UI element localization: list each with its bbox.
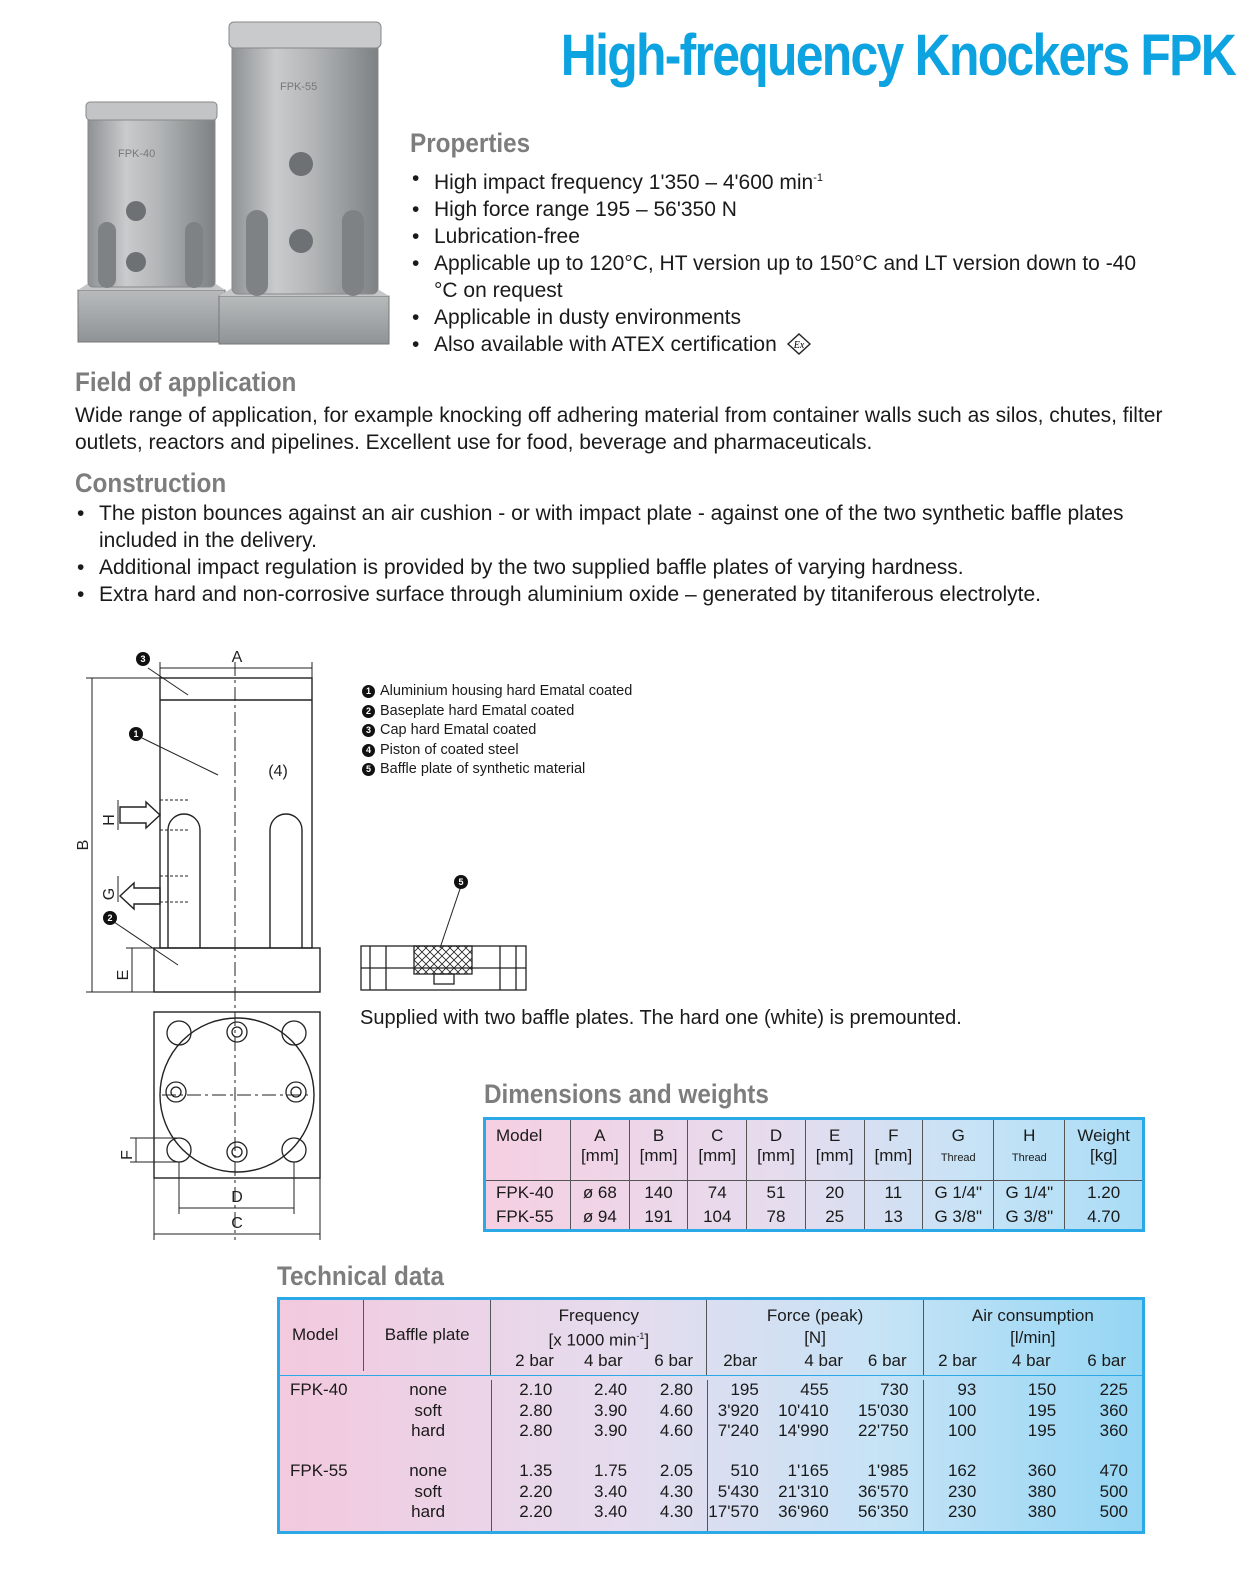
value-cell: 3'920 xyxy=(717,1400,759,1420)
baffle-cell: hard xyxy=(411,1502,446,1521)
value-cell: 4.60 xyxy=(659,1400,693,1420)
col-header: Model xyxy=(485,1119,571,1181)
value-cell: 2.80 xyxy=(519,1400,553,1420)
dimensions-table xyxy=(483,1117,1145,1232)
col-header: A [mm] xyxy=(571,1119,630,1181)
value-cell: 36'570 xyxy=(857,1481,909,1501)
value-cell: 1'165 xyxy=(787,1461,829,1480)
field-text: Wide range of application, for example knocking off adhering material from container walls such as silos, chutes, filter outlets, reactors and pipelines. Excellent use for food, beverage and pharmaceuticals. xyxy=(75,404,1163,454)
value-cell: 225 xyxy=(1099,1380,1128,1399)
property-item: • Also available with ATEX certification Ex xyxy=(410,331,1140,358)
product-photo xyxy=(70,14,400,348)
page-title: High-frequency Knockers FPK xyxy=(560,23,1235,88)
field-heading: Field of application xyxy=(75,367,297,397)
atex-icon xyxy=(787,333,811,355)
col-header: H Thread xyxy=(994,1119,1065,1181)
baffle-header: Baffle plate xyxy=(364,1299,491,1371)
dimensions-heading: Dimensions and weights xyxy=(484,1079,769,1109)
col-header: E [mm] xyxy=(805,1119,864,1181)
value-cell: 470 xyxy=(1099,1461,1128,1480)
value-cell: 500 xyxy=(1099,1502,1128,1521)
value-cell: 230 xyxy=(947,1502,977,1521)
model-cell xyxy=(280,1421,365,1442)
legend-item: 3 Cap hard Ematal coated xyxy=(362,721,682,741)
value-cell: 2.80 xyxy=(519,1421,553,1440)
baseplate-outline xyxy=(154,948,320,992)
construction-item: • Extra hard and non-corrosive surface through aluminium oxide – generated by titaniferous electrolyte. xyxy=(75,581,1135,608)
baffle-cell: hard xyxy=(411,1421,446,1440)
value-cell: 380 xyxy=(1027,1502,1057,1521)
col-header: F [mm] xyxy=(864,1119,923,1181)
dimensions-header-row xyxy=(485,1119,1144,1181)
model-cell xyxy=(280,1502,365,1523)
value-cell: 195 xyxy=(1027,1400,1057,1420)
value-cell: 2.20 xyxy=(519,1502,553,1521)
callout-2: 2 xyxy=(107,913,113,923)
value-cell: 230 xyxy=(947,1481,977,1501)
properties-list xyxy=(410,165,1140,358)
technical-table xyxy=(277,1297,1145,1378)
photo-label-fpk40: FPK-40 xyxy=(118,148,156,160)
value-cell: 3.90 xyxy=(594,1421,628,1440)
tech-header-row-1 xyxy=(279,1299,1144,1327)
col-header: Weight [kg] xyxy=(1065,1119,1144,1181)
bolt-holes xyxy=(166,1021,306,1162)
value-cell: 100 xyxy=(947,1400,977,1420)
value-cell: 1'985 xyxy=(867,1461,909,1480)
property-item: • Applicable up to 120°C, HT version up to 150°C and LT version down to -40 °C on request xyxy=(410,250,1140,304)
model-block xyxy=(280,1380,1142,1461)
frequency-unit: [x 1000 $\min^{-1}$] xyxy=(491,1326,707,1351)
baffle-plate xyxy=(414,946,472,974)
callout-1: 1 xyxy=(133,729,139,739)
table-row xyxy=(280,1482,1142,1503)
property-item: • High impact frequency 1'350 – 4'600 $\min^{-1}$ xyxy=(410,165,1140,196)
baffle-cell: none xyxy=(409,1380,448,1399)
dim-label-d: D xyxy=(231,1189,243,1206)
value-cell: 7'240 xyxy=(717,1421,759,1440)
value-cell: 150 xyxy=(1027,1380,1057,1399)
value-cell: 1.75 xyxy=(594,1461,628,1480)
model-block xyxy=(280,1461,1142,1531)
drawing-legend xyxy=(362,682,682,780)
col-header: G Thread xyxy=(923,1119,994,1181)
frequency-header: Frequency xyxy=(491,1299,707,1327)
value-cell: 730 xyxy=(880,1380,909,1399)
value-cell: 195 xyxy=(1027,1421,1057,1440)
value-cell: 360 xyxy=(1027,1461,1057,1480)
col-header: B [mm] xyxy=(629,1119,688,1181)
value-cell: 15'030 xyxy=(857,1400,909,1420)
property-item: • Lubrication-free xyxy=(410,223,1140,250)
model-header: Model xyxy=(279,1299,364,1371)
model-cell xyxy=(280,1482,365,1503)
air-header: Air consumption xyxy=(971,1306,1094,1325)
model-cell: FPK-55 xyxy=(290,1461,348,1480)
legend-item: 4 Piston of coated steel xyxy=(362,741,682,761)
value-cell: 10'410 xyxy=(778,1400,829,1420)
min-superscript: -1 xyxy=(813,172,824,184)
column-divider xyxy=(707,1461,708,1531)
baffle-caption: Supplied with two baffle plates. The hard one (white) is premounted. xyxy=(360,1007,962,1029)
value-cell: 2.80 xyxy=(659,1380,693,1399)
dim-label-a: A xyxy=(231,649,243,666)
technical-drawing xyxy=(70,640,370,1250)
model-cell: FPK-40 xyxy=(290,1380,348,1399)
dim-label-f: F xyxy=(119,1150,136,1160)
legend-item: 5 Baffle plate of synthetic material xyxy=(362,760,682,780)
table-row: FPK-55 ø 94 191 104 78 25 13 G 3/8" G 3/8" 4.70 xyxy=(485,1205,1144,1231)
knocker-fpk40 xyxy=(78,102,225,342)
value-cell: 3.90 xyxy=(594,1400,628,1420)
value-cell: 195 xyxy=(730,1380,759,1399)
air-unit: [l/min] xyxy=(1010,1328,1056,1348)
baffle-cell: soft xyxy=(414,1400,442,1420)
value-cell: 4.30 xyxy=(659,1502,693,1521)
dim-label-g: G xyxy=(101,887,118,901)
value-cell: 36'960 xyxy=(778,1502,829,1521)
housing-outline xyxy=(160,678,312,948)
value-cell: 21'310 xyxy=(778,1481,829,1501)
table-row xyxy=(280,1461,1142,1482)
technical-heading: Technical data xyxy=(277,1261,445,1291)
value-cell: 2.40 xyxy=(594,1380,628,1399)
value-cell: 5'430 xyxy=(717,1481,759,1501)
table-row xyxy=(280,1380,1142,1401)
property-item: • Applicable in dusty environments xyxy=(410,304,1140,331)
value-cell: 4.30 xyxy=(659,1481,693,1501)
table-row xyxy=(280,1502,1142,1523)
tech-header-row-3: 2 bar 4 bar 6 bar 2bar 4 bar 6 bar 2 bar 4 bar 6 bar xyxy=(515,1350,1127,1370)
construction-item: • The piston bounces against an air cushion - or with impact plate - against one of the two synthetic baffle plates included in the delivery. xyxy=(75,500,1135,554)
value-cell: 510 xyxy=(730,1461,759,1480)
value-cell: 380 xyxy=(1027,1481,1057,1501)
model-cell xyxy=(280,1401,365,1422)
property-item: • High force range 195 – 56'350 N xyxy=(410,196,1140,223)
construction-item: • Additional impact regulation is provided by the two supplied baffle plates of varying hardness. xyxy=(75,554,1135,581)
legend-item: 1 Aluminium housing hard Ematal coated xyxy=(362,682,682,702)
value-cell: 4.60 xyxy=(659,1421,693,1440)
dim-label-e: E xyxy=(115,969,132,981)
value-cell: 3.40 xyxy=(594,1502,628,1521)
value-cell: 455 xyxy=(800,1380,829,1399)
value-cell: 3.40 xyxy=(594,1481,628,1501)
table-row xyxy=(280,1401,1142,1422)
baffle-cell: none xyxy=(409,1461,448,1480)
table-row: FPK-40 ø 68 140 74 51 20 11 G 1/4" G 1/4" 1.20 xyxy=(485,1181,1144,1206)
column-divider xyxy=(491,1380,492,1461)
legend-item: 2 Baseplate hard Ematal coated xyxy=(362,702,682,722)
svg-text:Ex: Ex xyxy=(793,340,804,351)
force-header: Force (peak) xyxy=(707,1299,923,1327)
value-cell: 2.20 xyxy=(519,1481,553,1501)
value-cell: 2.05 xyxy=(659,1461,693,1480)
knocker-fpk55 xyxy=(219,22,389,344)
col-header: C [mm] xyxy=(688,1119,747,1181)
baffle-cell: soft xyxy=(414,1481,442,1501)
callout-3: 3 xyxy=(140,654,146,664)
value-cell: 2.10 xyxy=(519,1380,553,1399)
callout-5: 5 xyxy=(458,877,464,887)
properties-heading: Properties xyxy=(410,128,531,158)
construction-list xyxy=(75,500,1135,608)
photo-label-fpk55: FPK-55 xyxy=(280,81,318,93)
value-cell: 22'750 xyxy=(857,1421,909,1440)
column-divider xyxy=(491,1461,492,1531)
value-cell: 360 xyxy=(1099,1421,1128,1440)
value-cell: 1.35 xyxy=(519,1461,553,1480)
force-unit: [N] xyxy=(707,1326,923,1351)
value-cell: 162 xyxy=(947,1461,977,1480)
value-cell: 56'350 xyxy=(857,1502,909,1521)
value-cell: 100 xyxy=(947,1421,977,1440)
value-cell: 360 xyxy=(1099,1400,1128,1420)
dim-label-h: H xyxy=(101,814,118,826)
baffle-plate-drawing xyxy=(358,872,533,997)
technical-body xyxy=(277,1376,1145,1534)
dim-label-b: B xyxy=(75,839,92,851)
value-cell: 500 xyxy=(1099,1481,1128,1501)
value-cell: 17'570 xyxy=(708,1502,759,1521)
column-divider xyxy=(923,1380,924,1461)
dim-label-c: C xyxy=(231,1215,243,1232)
construction-heading: Construction xyxy=(75,468,227,498)
col-header: D [mm] xyxy=(747,1119,806,1181)
column-divider xyxy=(923,1461,924,1531)
value-cell: 93 xyxy=(957,1380,977,1399)
piston-label: (4) xyxy=(268,763,288,780)
table-row xyxy=(280,1421,1142,1442)
column-divider xyxy=(707,1380,708,1461)
value-cell: 14'990 xyxy=(778,1421,829,1440)
